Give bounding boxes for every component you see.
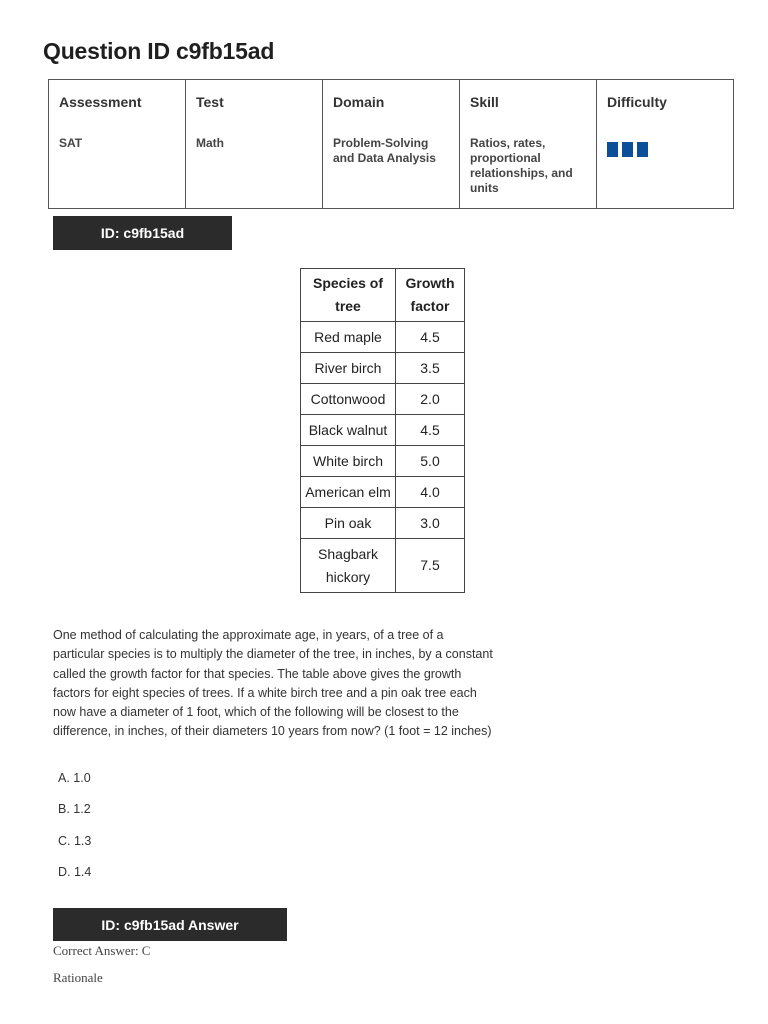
question-meta-table bbox=[48, 79, 734, 209]
growth-factor-cell: 2.0 bbox=[396, 384, 465, 415]
meta-header-domain: Domain bbox=[333, 94, 385, 110]
table-header-row bbox=[301, 269, 465, 322]
meta-value-assessment: SAT bbox=[59, 136, 83, 150]
rationale-heading: Rationale bbox=[53, 970, 103, 985]
growth-factor-cell: 3.5 bbox=[396, 353, 465, 384]
table-row bbox=[301, 446, 465, 477]
growth-factor-cell: 3.0 bbox=[396, 508, 465, 539]
table-row bbox=[301, 539, 465, 593]
species-cell: Pin oak bbox=[301, 508, 396, 539]
meta-header-assessment: Assessment bbox=[59, 94, 142, 110]
species-cell: River birch bbox=[301, 353, 396, 384]
answer-id-banner: ID: c9fb15ad Answer bbox=[53, 908, 287, 941]
meta-header-test: Test bbox=[196, 94, 224, 110]
answer-choice-a[interactable]: A. 1.0 bbox=[58, 771, 91, 785]
growth-factor-table bbox=[300, 268, 465, 593]
meta-cell-test bbox=[186, 80, 323, 209]
species-cell: Red maple bbox=[301, 322, 396, 353]
difficulty-bar bbox=[607, 142, 618, 157]
difficulty-indicator bbox=[607, 142, 723, 157]
growth-factor-cell: 4.5 bbox=[396, 322, 465, 353]
question-text: One method of calculating the approximate age, in years, of a tree of a particular species is to multiply the diameter of the tree, in inches, by a constant called the growth factor for that species. The table above gives the growth factors for eight species of trees. If a white birch tree and a pin oak tree each now have a diameter of 1 foot, which of the following will be closest to the difference, in inches, of their diameters 10 years from now? (1 foot = 12 inches) bbox=[53, 628, 493, 739]
difficulty-bar bbox=[637, 142, 648, 157]
meta-value-domain: Problem-Solving and Data Analysis bbox=[333, 136, 436, 165]
meta-cell-difficulty bbox=[597, 80, 734, 209]
table-row bbox=[301, 322, 465, 353]
difficulty-bar bbox=[622, 142, 633, 157]
table-row bbox=[301, 415, 465, 446]
growth-factor-cell: 4.0 bbox=[396, 477, 465, 508]
table-row bbox=[301, 477, 465, 508]
meta-value-test: Math bbox=[196, 136, 224, 150]
answer-choice-b[interactable]: B. 1.2 bbox=[58, 802, 91, 816]
meta-header-difficulty: Difficulty bbox=[607, 94, 667, 110]
table-row bbox=[301, 353, 465, 384]
species-cell: Black walnut bbox=[301, 415, 396, 446]
meta-cell-assessment bbox=[49, 80, 186, 209]
meta-value-skill: Ratios, rates, proportional relationships, and units bbox=[470, 136, 573, 195]
meta-cell-skill bbox=[460, 80, 597, 209]
species-cell: Shagbark hickory bbox=[301, 539, 396, 593]
species-cell: Cottonwood bbox=[301, 384, 396, 415]
growth-factor-cell: 7.5 bbox=[396, 539, 465, 593]
table-row bbox=[301, 384, 465, 415]
header-species: Species of tree bbox=[301, 269, 396, 322]
correct-answer-text: Correct Answer: C bbox=[53, 943, 151, 958]
meta-header-skill: Skill bbox=[470, 94, 499, 110]
species-cell: White birch bbox=[301, 446, 396, 477]
growth-factor-cell: 4.5 bbox=[396, 415, 465, 446]
meta-cell-domain bbox=[323, 80, 460, 209]
question-id-banner: ID: c9fb15ad bbox=[53, 216, 232, 250]
table-row bbox=[301, 508, 465, 539]
answer-choice-c[interactable]: C. 1.3 bbox=[58, 834, 92, 848]
species-cell: American elm bbox=[301, 477, 396, 508]
answer-choice-d[interactable]: D. 1.4 bbox=[58, 865, 92, 879]
header-growth-factor: Growth factor bbox=[396, 269, 465, 322]
growth-factor-cell: 5.0 bbox=[396, 446, 465, 477]
page-title: Question ID c9fb15ad bbox=[43, 38, 275, 64]
